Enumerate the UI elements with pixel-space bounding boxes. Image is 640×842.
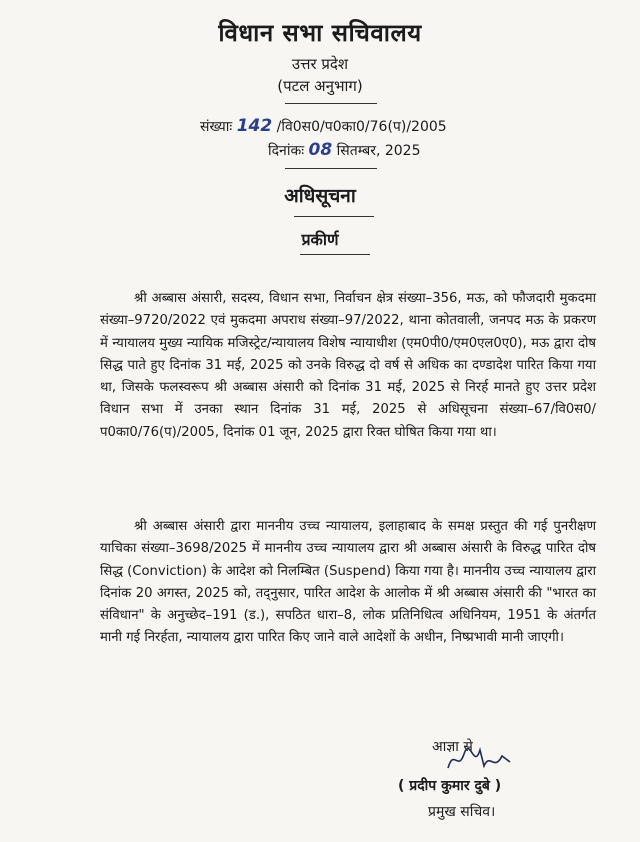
signatory-designation: प्रमुख सचिव। <box>428 804 496 820</box>
order-line: आज्ञा से <box>432 739 473 755</box>
handwritten-number: 142 <box>236 116 273 136</box>
paragraph-1 <box>100 288 596 444</box>
paragraph-1-text: श्री अब्बास अंसारी, सदस्य, विधान सभा, निर्वाचन क्षेत्र संख्या–356, मऊ, को फौजदारी मुकदमा संख्या–9720/2022 एवं मुकदमा अपराध संख्या–97/2022, थाना कोतवाली, जनपद मऊ के प्रकरण में न्यायालय मुख्य न्यायिक मजिस्ट्रेट/न्यायालय विशेष न्यायाधीश (एम0पी0/एम0एल0ए0), मऊ द्वारा दोष सिद्ध पाते हुए दिनांक 31 मई, 2025 को उनके विरुद्ध दो वर्ष से अधिक का दण्डादेश पारित किया गया था, जिसके फलस्वरूप श्री अब्बास अंसारी को दिनांक 31 मई, 2025 से निरर्ह मानते हुए उत्तर प्रदेश विधान सभा में उनका स्थान दिनांक 31 मई, 2025 से अधिसूचना संख्या–67/वि0स0/प0का0/76(प)/2005, दिनांक 01 जून, 2025 द्वारा रिक्त घोषित किया गया था। <box>100 291 596 440</box>
signatory-name: ( प्रदीप कुमार दुबे ) <box>398 778 502 794</box>
date-label: दिनांकः <box>268 143 305 159</box>
reference-number <box>200 116 447 136</box>
divider <box>285 103 377 104</box>
handwritten-date: 08 <box>308 140 333 160</box>
date-suffix: सितम्बर, 2025 <box>336 143 421 159</box>
state-name: उत्तर प्रदेश <box>291 55 349 73</box>
paragraph-2 <box>100 516 596 650</box>
reference-date <box>268 140 421 160</box>
notification-heading: अधिसूचना <box>284 185 356 207</box>
divider <box>285 168 377 169</box>
handwritten-signature <box>444 742 514 778</box>
section-name: (पटल अनुभाग) <box>277 77 363 95</box>
divider <box>300 254 370 255</box>
number-label: संख्याः <box>200 119 233 135</box>
number-suffix: /वि0स0/प0का0/76(प)/2005 <box>276 119 447 135</box>
office-title: विधान सभा सचिवालय <box>218 19 422 47</box>
paragraph-2-text: श्री अब्बास अंसारी द्वारा माननीय उच्च न्यायालय, इलाहाबाद के समक्ष प्रस्तुत की गई पुनरीक्षण याचिका संख्या–3698/2025 में माननीय उच्च न्यायालय द्वारा श्री अब्बास अंसारी के विरुद्ध पारित दोष सिद्ध (Conviction) के आदेश को निलम्बित (Suspend) किया गया है। माननीय उच्च न्यायालय द्वारा दिनांक 20 अगस्त, 2025 को, तद्नुसार, पारित आदेश के आलोक में श्री अब्बास अंसारी की "भारत का संविधान" के अनुच्छेद–191 (ड.), सपठित धारा–8, लोक प्रतिनिधित्व अधिनियम, 1951 के अंतर्गत मानी गई निरर्हता, न्यायालय द्वारा पारित किए जाने वाले आदेशों के अधीन, निष्प्रभावी मानी जाएगी। <box>100 519 597 646</box>
category-heading: प्रकीर्ण <box>301 230 339 249</box>
divider <box>294 216 374 217</box>
